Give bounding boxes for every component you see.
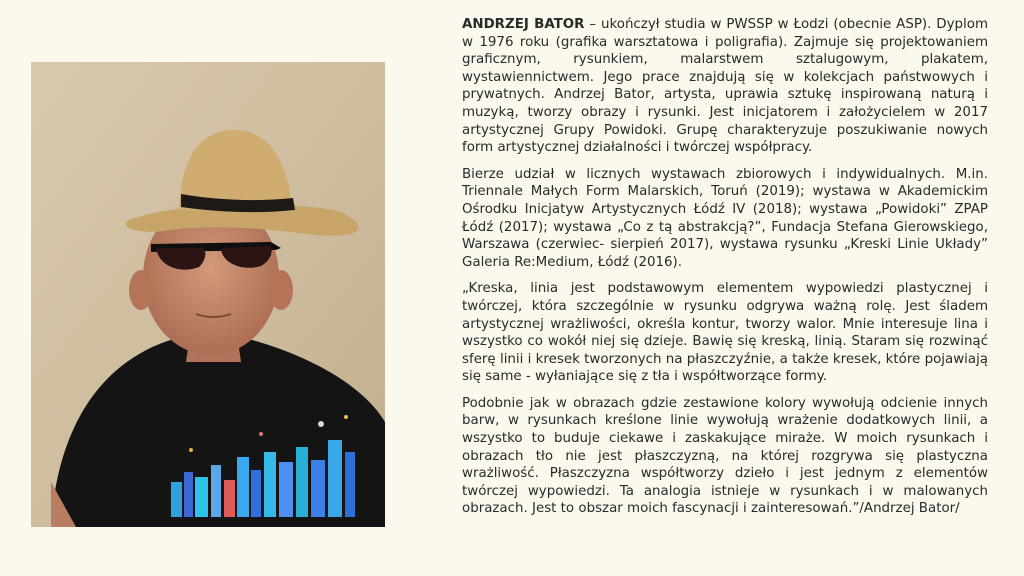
right-ear — [269, 270, 293, 310]
bio-paragraph-4: Podobnie jak w obrazach gdzie zestawione kolory wywołują odcienie innych barw, w rysunkach kreślone linie wywołują wrażenie dodatkowych linii, a wszystko to buduje ciekawe i zaskakujące miraże. W moich rysunkach i obrazach tło nie jest płaszczyzną, na której rozgrywa się plastyczna wrażliwość. Płaszczyzna współtworzy dzieło i jest jednym z elementów twórczej wypowiedzi. Ta analogia istnieje w rysunkach i w malowanych obrazach. Jest to obszar moich fascynacji i zainteresowań.”/Andrzej Bator/ — [462, 395, 988, 517]
bio-paragraph-1 — [462, 16, 988, 157]
biography-text — [462, 16, 988, 527]
bio-paragraph-3: „Kreska, linia jest podstawowym elementem wypowiedzi plastycznej i twórczej, która szczególnie w rysunku odgrywa ważną rolę. Jest śladem artystycznej wrażliwości, określa kontur, tworzy walor. Mnie interesuje lina i wszystko co wokół niej się dzieje. Bawię się kreską, linią. Staram się rozwinąć sferę linii i kresek tworzonych na płaszczyźnie, a także kresek, które pojawiają się same - wyłaniające się z tła i współtworzące formy. — [462, 281, 988, 385]
author-name: ANDRZEJ BATOR — [462, 17, 585, 32]
bio-intro: – ukończył studia w PWSSP w Łodzi (obecnie ASP). Dyplom w 1976 roku (grafika warsztatowa i poligrafia). Zajmuje się projektowaniem graficznym, rysunkiem, malarstwem sztalugowym, plakatem, wystawiennictwem. Jego prace znajdują się w kolekcjach państwowych i prywatnych. Andrzej Bator, artysta, uprawia sztukę inspirowaną naturą i muzyką, tworzy obrazy i rysunki. Jest inicjatorem i założycielem w 2017 artystycznej Grupy Powidoki. Grupę charakteryzuje poszukiwanie nowych form artystycznej działalności i twórczej współpracy. — [462, 17, 988, 156]
portrait-photo — [31, 62, 385, 527]
portrait-illustration — [31, 62, 385, 527]
bio-paragraph-2: Bierze udział w licznych wystawach zbiorowych i indywidualnych. M.in. Triennale Małych Form Malarskich, Toruń (2019); wystawa w Akademickim Ośrodku Inicjatyw Artystycznych Łódź IV (2018); wystawa „Powidoki” ZPAP Łódź (2017); wystawa „Co z tą abstrakcją?”, Fundacja Stefana Gierowskiego, Warszawa (czerwiec- sierpień 2017), wystawa rysunku „Kreski Linie Układy” Galeria Re:Medium, Łódź (2016). — [462, 166, 988, 270]
left-ear — [129, 270, 153, 310]
